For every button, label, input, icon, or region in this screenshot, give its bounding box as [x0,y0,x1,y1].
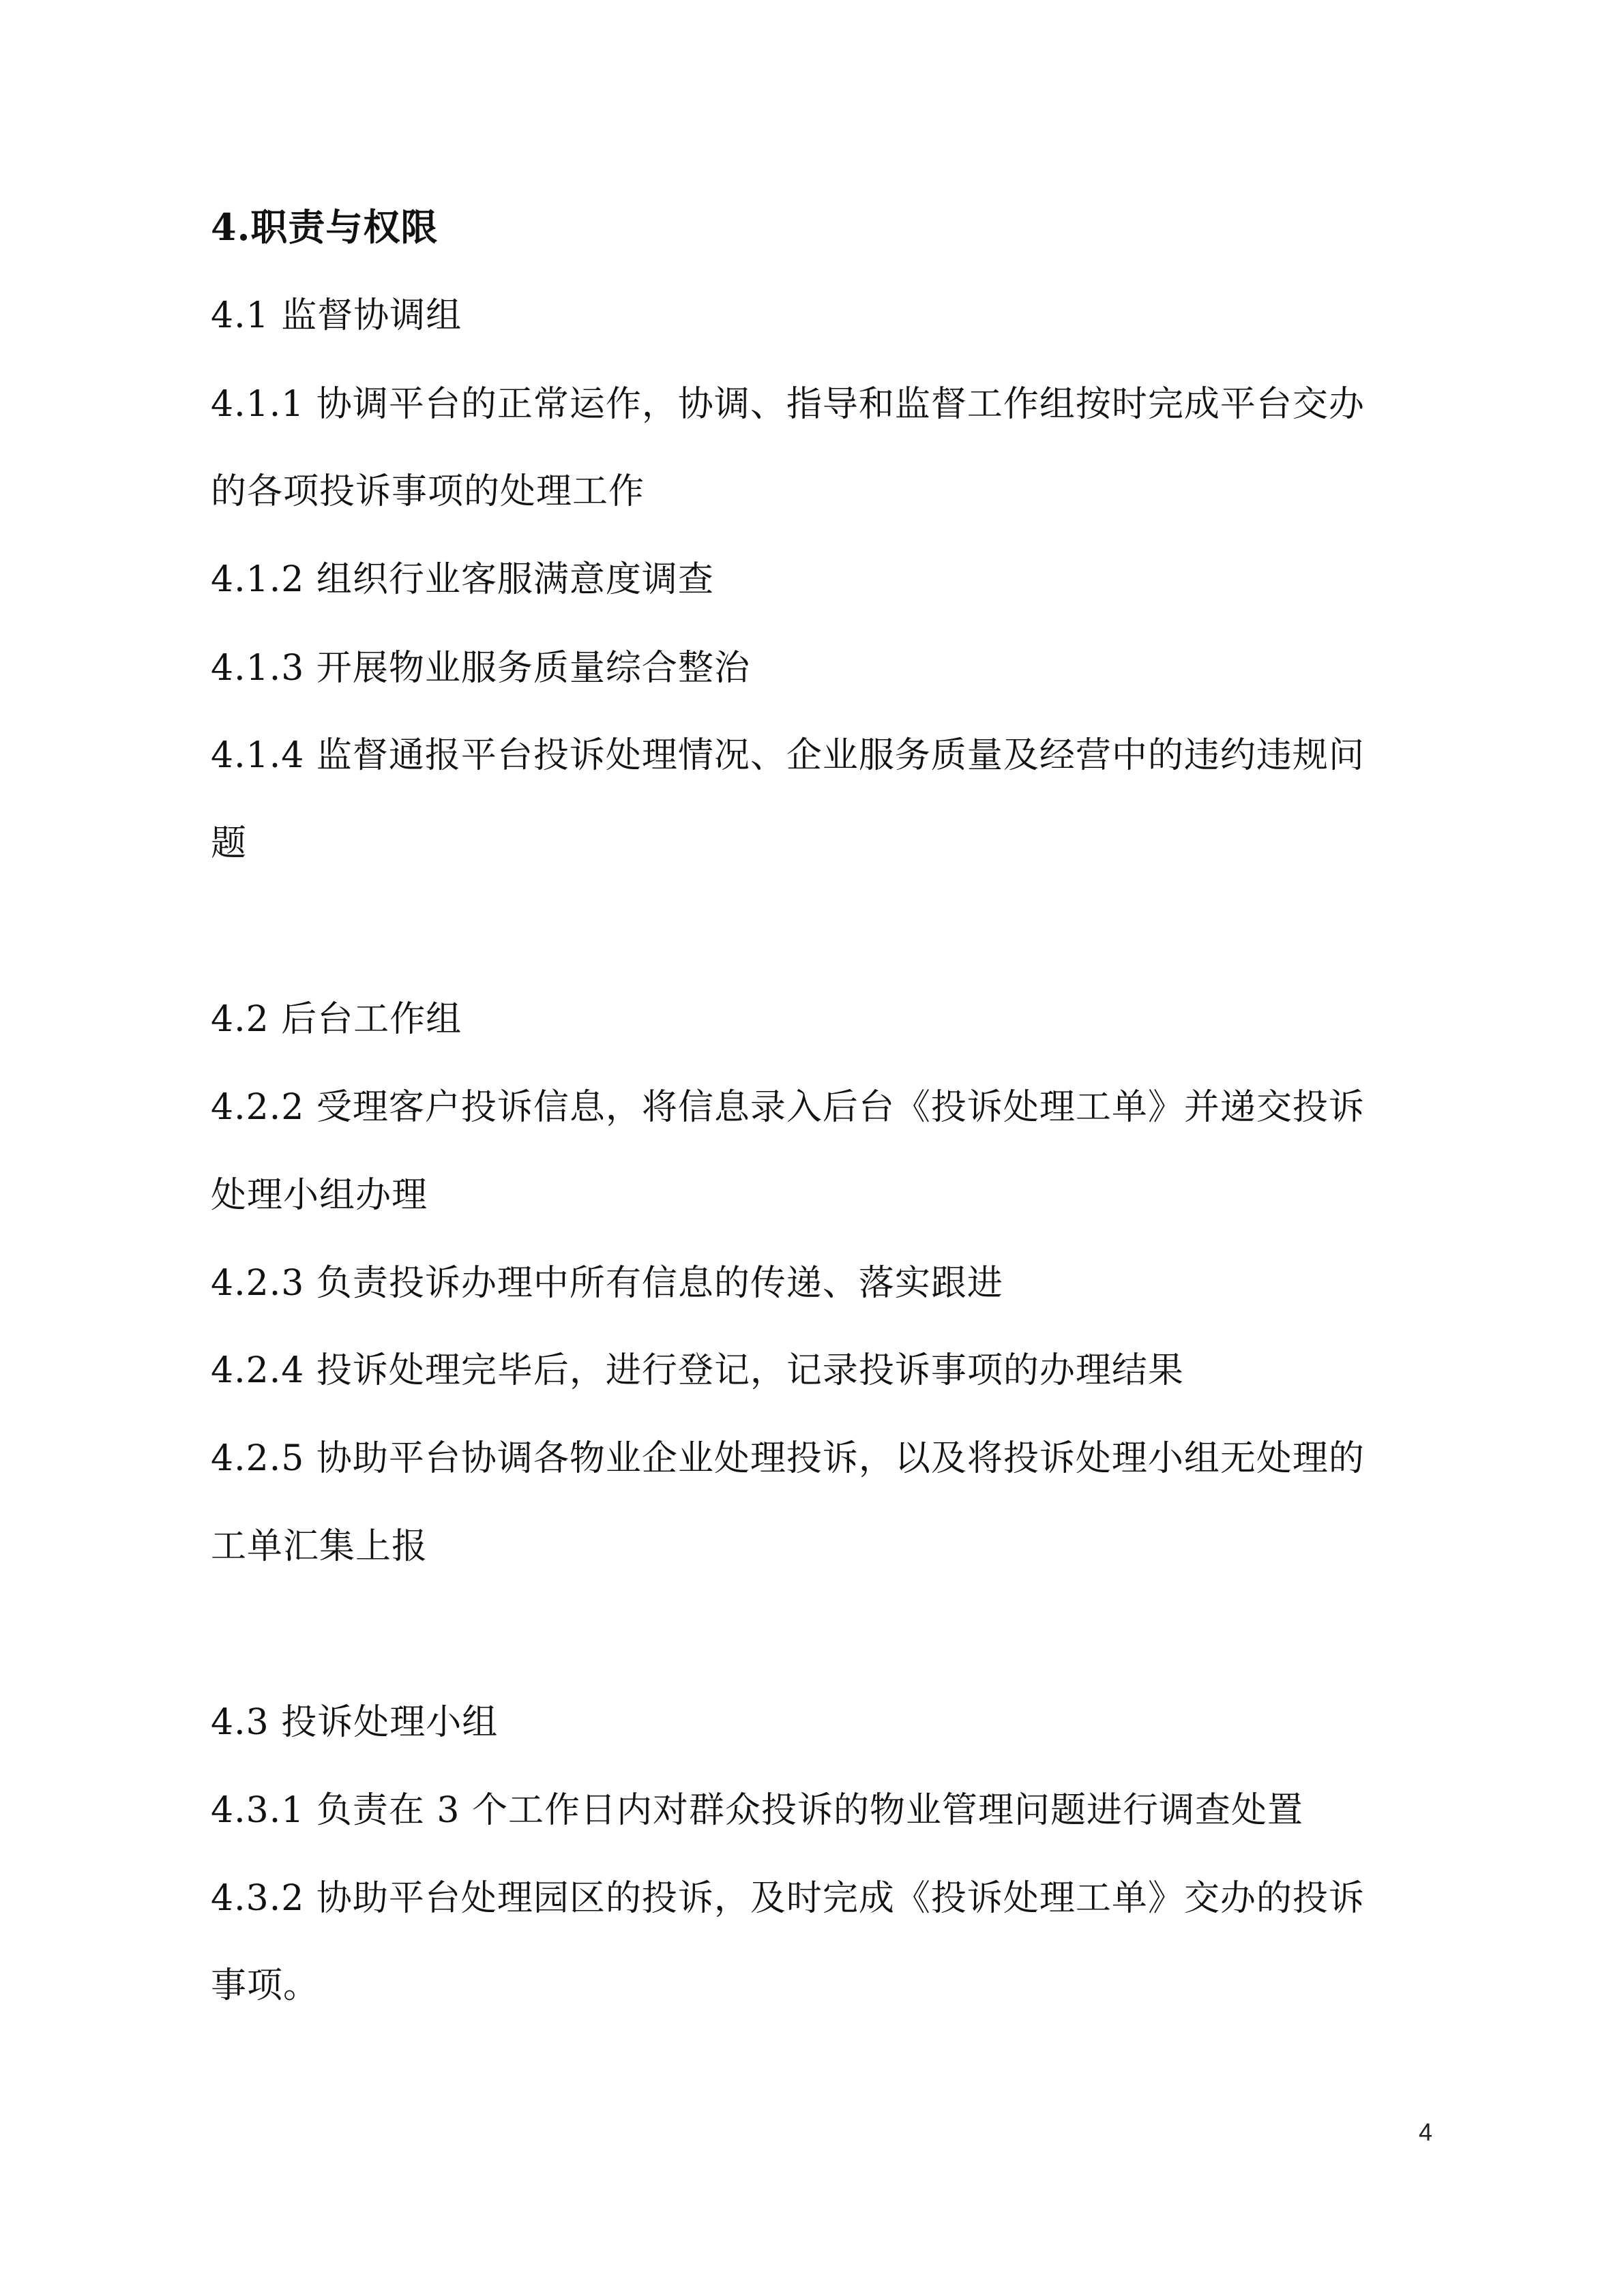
paragraph-line: 的各项投诉事项的处理工作 [211,471,645,512]
paragraph-line: 4.1.1 协调平台的正常运作，协调、指导和监督工作组按时完成平台交办 [211,384,1365,425]
paragraph-line: 4.3.1 负责在 3 个工作日内对群众投诉的物业管理问题进行调查处置 [211,1790,1303,1831]
subsection-heading-4-2: 4.2 后台工作组 [211,999,462,1040]
subsection-heading-4-1: 4.1 监督协调组 [211,295,462,336]
paragraph-line: 4.1.3 开展物业服务质量综合整治 [211,648,750,689]
page-number: 4 [1418,2118,1432,2146]
paragraph-line: 4.1.2 组织行业客服满意度调查 [211,559,714,600]
subsection-heading-4-3: 4.3 投诉处理小组 [211,1702,499,1743]
paragraph-line: 4.2.5 协助平台协调各物业企业处理投诉，以及将投诉处理小组无处理的 [211,1438,1365,1479]
paragraph-line: 工单汇集上报 [211,1526,428,1567]
paragraph-line: 4.2.2 受理客户投诉信息，将信息录入后台《投诉处理工单》并递交投诉 [211,1087,1365,1128]
paragraph-line: 4.2.3 负责投诉办理中所有信息的传递、落实跟进 [211,1263,1003,1304]
paragraph-line: 题 [211,823,248,864]
paragraph-line: 处理小组办理 [211,1175,428,1216]
paragraph-line: 事项。 [211,1965,320,2006]
paragraph-line: 4.3.2 协助平台处理园区的投诉，及时完成《投诉处理工单》交办的投诉 [211,1878,1365,1919]
paragraph-line: 4.1.4 监督通报平台投诉处理情况、企业服务质量及经营中的违约违规问 [211,735,1365,776]
section-title: 4.职责与权限 [211,205,439,249]
paragraph-line: 4.2.4 投诉处理完毕后，进行登记，记录投诉事项的办理结果 [211,1350,1184,1391]
